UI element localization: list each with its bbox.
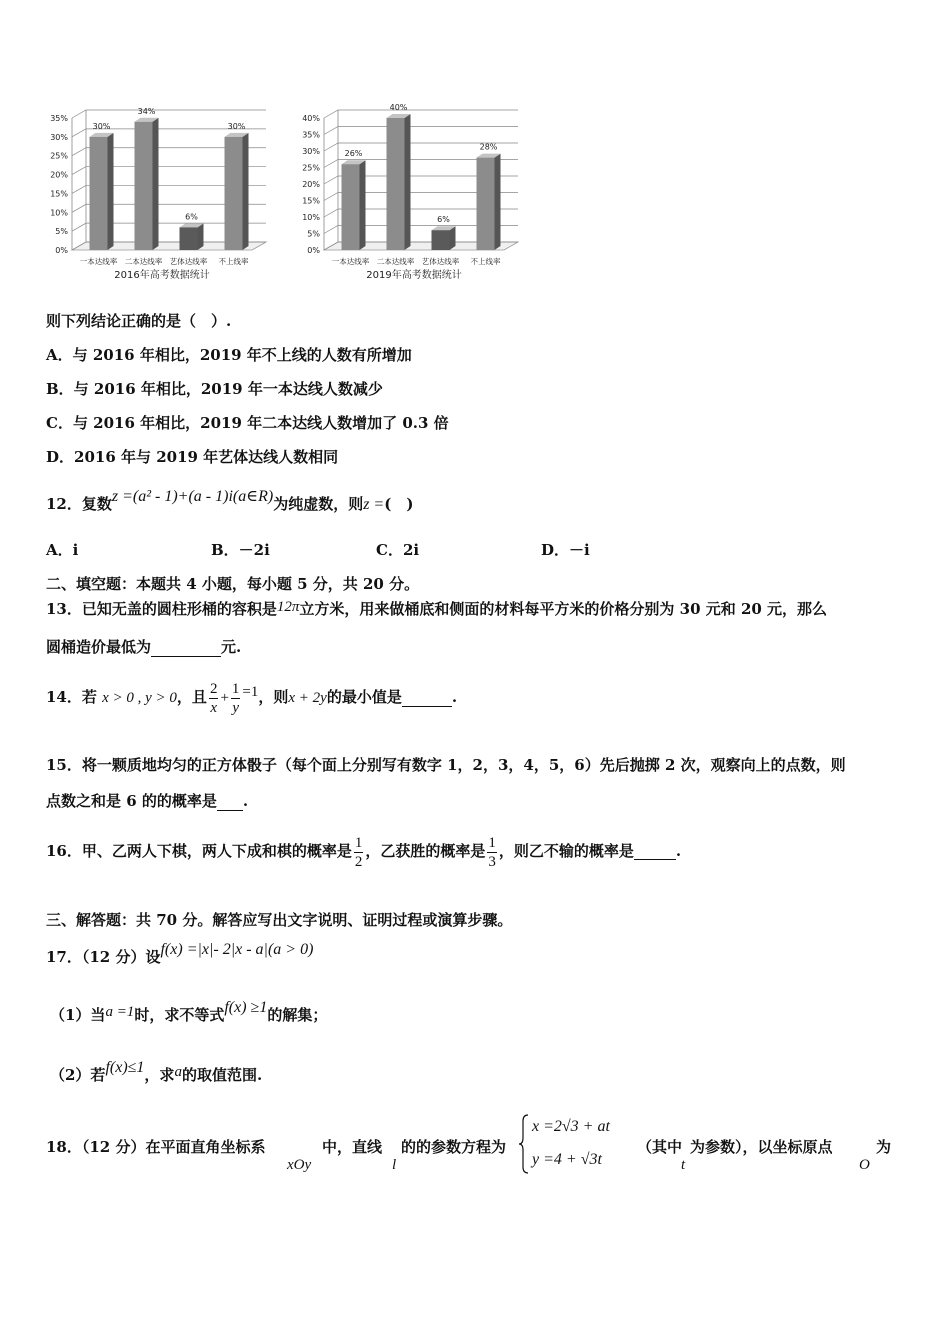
- q16-frac2: $\frac{1}{3}$: [488, 834, 496, 870]
- q13-line1b: 立方米，用来做桶底和侧面的材料每平方米的价格分别为 30 元和 20 元，那么: [299, 600, 828, 618]
- q18-weican: 为参数），以坐标原点: [690, 1138, 833, 1156]
- q12-suffix: ( ): [384, 495, 414, 513]
- q17-p1-b: 时，求不等式: [134, 1006, 225, 1024]
- q13-line1a: 13．已知无盖的圆柱形桶的容积是: [46, 600, 277, 618]
- chart-title: 2016年高考数据统计: [114, 270, 210, 281]
- y-tick-label: 40%: [302, 114, 320, 123]
- q14-prefix: 14．若: [46, 688, 97, 706]
- q17-p1-ineq: f(x) ≥1: [224, 999, 268, 1016]
- bar-一本达线率: [342, 164, 360, 250]
- q15-answer-blank[interactable]: [217, 796, 243, 811]
- section-2-heading: 二、填空题：本题共 4 小题，每小题 5 分，共 20 分。: [46, 575, 420, 593]
- q18-eq2: y =4 + √3t: [532, 1151, 602, 1168]
- bar-side: [153, 118, 159, 250]
- q14-line: [46, 672, 457, 722]
- section-3-heading: 三、解答题：共 70 分。解答应写出文字说明、证明过程或演算步骤。: [46, 911, 513, 929]
- chart-2019: [292, 98, 532, 298]
- bar-side: [495, 154, 501, 250]
- q12-formula: z =(a² - 1)+(a - 1)i(a∈R): [111, 488, 274, 505]
- q16-end: .: [675, 842, 682, 860]
- q17-p1-c: 的解集；: [267, 1006, 328, 1024]
- q18-wei: 为: [876, 1138, 892, 1156]
- q17-stem: [46, 941, 314, 968]
- gridline: [324, 110, 518, 118]
- bar-side: [243, 133, 249, 250]
- y-tick-label: 20%: [50, 170, 68, 180]
- q17-p2-b: ，求: [144, 1066, 175, 1084]
- y-tick-label: 0%: [55, 246, 68, 255]
- q16-prefix: 16．甲、乙两人下棋，两人下成和棋的概率是: [46, 842, 352, 860]
- bar-side: [450, 226, 456, 250]
- x-tick-label: 不上线率: [470, 257, 501, 266]
- q16-frac1: $\frac{1}{2}$: [354, 834, 363, 870]
- x-tick-label: 艺体达线率: [421, 257, 460, 266]
- x-tick-label: 二本达线率: [376, 257, 415, 266]
- y-tick-label: 25%: [302, 163, 320, 173]
- q18-t-var: t: [681, 1157, 686, 1173]
- q14-answer-blank[interactable]: [402, 692, 452, 707]
- y-tick-label: 30%: [50, 132, 68, 142]
- q14-expr: x + 2y: [288, 690, 327, 706]
- q16-answer-blank[interactable]: [634, 845, 676, 860]
- y-tick-label: 25%: [50, 151, 68, 161]
- q17-part1: [50, 999, 328, 1026]
- q12-zeq: z =: [363, 496, 385, 513]
- y-tick-label: 35%: [302, 130, 320, 140]
- q13-line2: [46, 637, 241, 657]
- bar-不上线率: [477, 158, 495, 250]
- y-tick-label: 35%: [50, 114, 68, 123]
- y-tick-label: 15%: [302, 196, 320, 206]
- bar-side: [360, 160, 366, 250]
- q11-option-a: A．与 2016 年相比，2019 年不上线的人数有所增加: [46, 346, 412, 364]
- q17-p2-a: （2）若: [50, 1066, 106, 1084]
- y-tick-label: 30%: [302, 147, 320, 156]
- q18-zhong: 中，直线: [322, 1138, 383, 1156]
- q11-option-b: B．与 2016 年相比，2019 年一本达线人数减少: [46, 380, 383, 398]
- bar-不上线率: [225, 137, 243, 250]
- q15-end: .: [242, 792, 249, 810]
- q13-unit: 元.: [221, 638, 242, 656]
- bar-side: [198, 223, 204, 250]
- q18-qizhong: （其中: [637, 1138, 683, 1156]
- chart-title: 2019年高考数据统计: [366, 270, 462, 281]
- q13-volume: 12π: [276, 599, 300, 615]
- q13-line1: [46, 599, 827, 620]
- gridline: [324, 127, 518, 135]
- q16-line: [46, 826, 681, 876]
- q18-origin: O: [859, 1157, 870, 1173]
- q17-p2-c: 的取值范围.: [181, 1066, 263, 1084]
- q14-tail: 的最小值是: [326, 688, 402, 706]
- data-label: 28%: [479, 142, 498, 152]
- q17-prefix: 17．（12 分）设: [46, 948, 161, 966]
- q14-then: ，则: [258, 688, 289, 706]
- data-label: 30%: [227, 121, 246, 131]
- q14-plus: +: [220, 690, 229, 706]
- q12-option-b: B．－2i: [211, 541, 270, 559]
- q14-cond: x > 0 , y > 0: [102, 690, 177, 706]
- y-tick-label: 20%: [302, 180, 320, 189]
- bar-二本达线率: [387, 118, 405, 250]
- q14-frac2: $\frac{1}{y}$: [231, 680, 240, 716]
- q13-line2-text: 圆桶造价最低为: [46, 638, 152, 656]
- q14-end: .: [451, 688, 458, 706]
- y-tick-label: 5%: [55, 227, 68, 237]
- q14-frac1: $\frac{2}{x}$: [209, 680, 218, 716]
- q12-middle: 为纯虚数，则: [273, 495, 364, 513]
- bar-side: [405, 114, 411, 250]
- data-label: 34%: [137, 106, 156, 116]
- q11-option-c: C．与 2016 年相比，2019 年二本达线人数增加了 0.3 倍: [46, 414, 449, 432]
- q12-option-a: A．i: [46, 541, 79, 559]
- q18-prefix: 18．（12 分）在平面直角坐标系: [46, 1138, 266, 1156]
- q18-sys: xOy: [287, 1157, 312, 1173]
- bar-一本达线率: [90, 137, 108, 250]
- q18-param: 的的参数方程为: [401, 1138, 507, 1156]
- chart-2016-svg: [40, 98, 280, 298]
- q12-option-d: D．－i: [541, 541, 590, 559]
- q12-option-c: C．2i: [376, 541, 420, 559]
- bar-side: [108, 133, 114, 250]
- q17-p2-ineq: f(x)≤1: [105, 1059, 145, 1076]
- y-tick-label: 5%: [307, 229, 320, 239]
- q17-p1-a: （1）当: [50, 1006, 106, 1024]
- q11-stem: 则下列结论正确的是（ ）.: [46, 312, 232, 330]
- bar-艺体达线率: [180, 227, 198, 250]
- q13-answer-blank[interactable]: [151, 642, 221, 657]
- q15-line1: 15．将一颗质地均匀的正方体骰子（每个面上分别写有数字 1，2，3，4，5，6）先后抛掷 2 次，观察向上的点数，则: [46, 756, 846, 774]
- q15-line2: [46, 791, 248, 811]
- q12-prefix: 12．复数: [46, 495, 112, 513]
- q17-p1-cond: a =1: [105, 1004, 135, 1020]
- y-tick-label: 15%: [50, 189, 68, 199]
- y-tick-label: 10%: [50, 208, 68, 218]
- data-label: 26%: [344, 149, 363, 159]
- y-tick-label: 10%: [302, 213, 320, 222]
- x-tick-label: 一本达线率: [79, 257, 118, 266]
- q11-option-d: D．2016 年与 2019 年艺体达线人数相同: [46, 448, 339, 466]
- x-tick-label: 二本达线率: [124, 257, 163, 266]
- q15-line2-text: 点数之和是 6 的的概率是: [46, 792, 217, 810]
- chart-2019-svg: [292, 98, 532, 298]
- q18-eq1: x =2√3 + at: [532, 1118, 610, 1135]
- q17-p2-var: a: [174, 1064, 182, 1080]
- x-tick-label: 艺体达线率: [169, 257, 208, 266]
- y-tick-label: 0%: [307, 246, 320, 255]
- bar-艺体达线率: [432, 230, 450, 250]
- q16-mid: ，乙获胜的概率是: [365, 842, 486, 860]
- x-tick-label: 不上线率: [218, 257, 249, 266]
- bar-二本达线率: [135, 122, 153, 250]
- q14-eq: =1: [242, 684, 259, 700]
- q14-and: ，且: [176, 688, 207, 706]
- data-label: 40%: [389, 103, 408, 112]
- gridline: [72, 110, 266, 118]
- q18-brace: [518, 1113, 530, 1175]
- q18-line-var: l: [392, 1157, 397, 1173]
- data-label: 6%: [185, 212, 198, 222]
- q17-func: f(x) =|x|- 2|x - a|(a > 0): [160, 941, 314, 958]
- data-label: 6%: [437, 215, 450, 225]
- q17-part2: [50, 1059, 263, 1086]
- chart-2016: [40, 98, 280, 298]
- q16-tail: ，则乙不输的概率是: [498, 842, 634, 860]
- q12-stem: [46, 488, 414, 515]
- data-label: 30%: [92, 121, 111, 131]
- x-tick-label: 一本达线率: [331, 257, 370, 266]
